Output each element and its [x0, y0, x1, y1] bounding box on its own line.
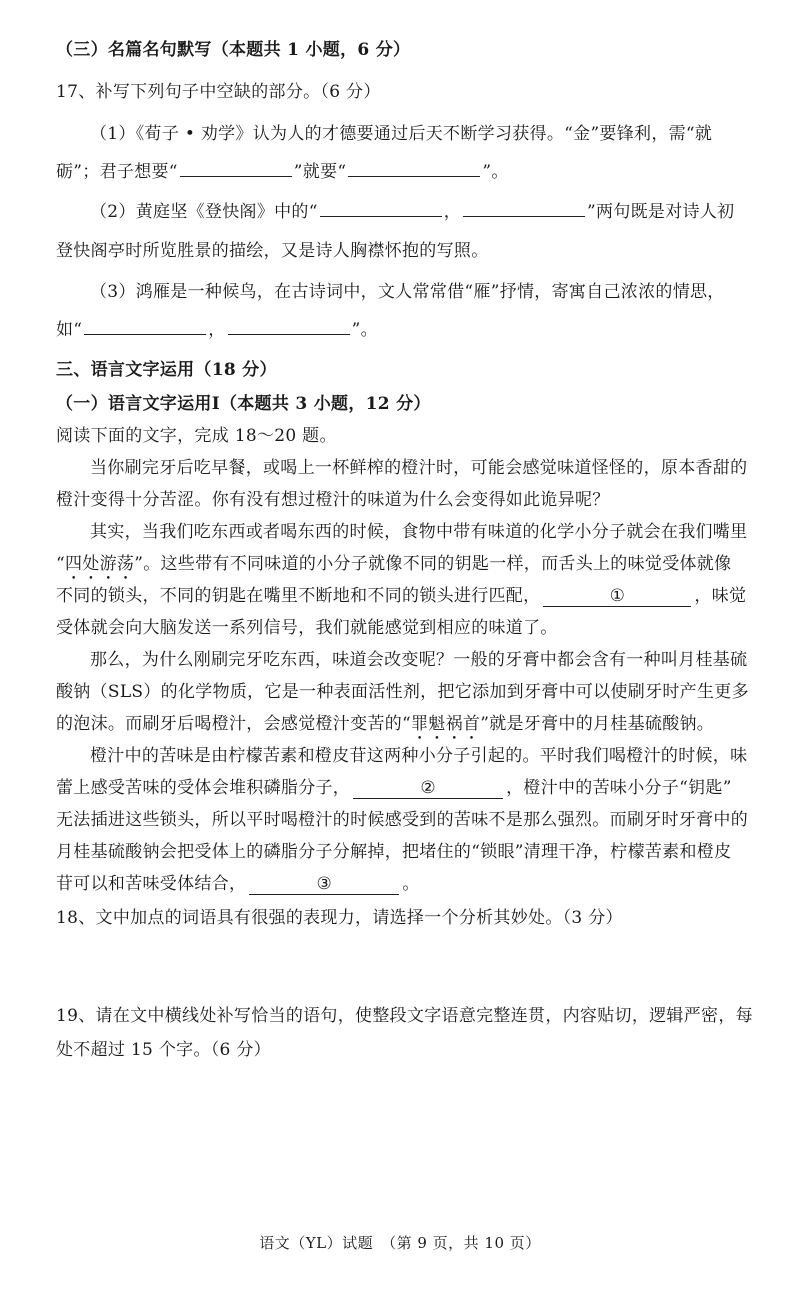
passage-text: “ — [56, 554, 65, 574]
passage-text: 不同的锁头，不同的钥匙在嘴里不断地和不同的锁头进行匹配， — [56, 586, 541, 606]
q17-part2-text-c: ”两句既是对诗人初 — [587, 202, 735, 222]
passage-p4-line1: 橙汁中的苦味是由柠檬苦素和橙皮苷这两种小分子引起的。平时我们喝橙汁的时候，味 — [90, 746, 748, 766]
q17-answer-blank-6[interactable] — [228, 318, 350, 335]
q17-part1-line1: （1）《荀子 • 劝学》认为人的才德要通过后天不断学习获得。“金”要锋利，需“就 — [90, 124, 713, 144]
q17-answer-blank-4[interactable] — [463, 200, 585, 217]
passage-text: 的泡沫。而刷牙后喝橙汁，会感觉橙汁变苦的“ — [56, 714, 411, 734]
passage-text: ”就是牙膏中的月桂基硫酸钠。 — [480, 714, 715, 734]
passage-p3-line3 — [56, 712, 714, 744]
section-3-1-heading: （一）语言文字运用Ⅰ（本题共 3 小题，12 分） — [56, 394, 431, 414]
q17-part3-text-c: ”。 — [351, 320, 378, 340]
dotted-phrase-wandering: 四处游荡 — [65, 554, 135, 574]
passage-p4-line3: 无法插进这些锁头，所以平时喝橙汁的时候感受到的苦味不是那么强烈。而刷牙时牙膏中的 — [56, 810, 748, 830]
passage-p2-line4: 受体就会向大脑发送一系列信号，我们就能感觉到相应的味道了。 — [56, 618, 558, 638]
q17-part2-text-a: （2）黄庭坚《登快阁》中的“ — [90, 202, 318, 222]
passage-text: ，橙汁中的苦味小分子“钥匙” — [506, 778, 732, 798]
q17-part1-line2 — [56, 160, 509, 184]
passage-p2-line1: 其实，当我们吃东西或者喝东西的时候，食物中带有味道的化学小分子就会在我们嘴里 — [90, 522, 748, 542]
question-17-stem: 17、补写下列句子中空缺的部分。（6 分） — [56, 82, 381, 102]
passage-p3-line2: 酸钠（SLS）的化学物质，它是一种表面活性剂，把它添加到牙膏中可以使刷牙时产生更多 — [56, 682, 749, 702]
q17-answer-blank-5[interactable] — [84, 318, 206, 335]
q17-answer-blank-2[interactable] — [348, 160, 480, 177]
passage-p4-line2 — [56, 776, 732, 800]
passage-p1-line2: 橙汁变得十分苦涩。你有没有想过橙汁的味道为什么会变得如此诡异呢？ — [56, 490, 610, 510]
q17-part1-text-c: ”。 — [482, 162, 509, 182]
passage-p4-line5 — [56, 872, 420, 896]
passage-blank-2[interactable]: ② — [353, 778, 503, 799]
passage-blank-3[interactable]: ③ — [249, 874, 399, 895]
question-19-line2: 处不超过 15 个字。（6 分） — [56, 1040, 271, 1060]
reading-instruction: 阅读下面的文字，完成 18～20 题。 — [56, 426, 337, 446]
dotted-phrase-culprit: 罪魁祸首 — [411, 714, 481, 734]
q17-part2-line1 — [90, 200, 734, 224]
page-footer: 语文（YL）试题 （第 9 页，共 10 页） — [259, 1234, 541, 1252]
q17-part3-text-b: ， — [208, 320, 226, 340]
q17-part2-line2: 登快阁亭时所览胜景的描绘，又是诗人胸襟怀抱的写照。 — [56, 241, 489, 261]
passage-blank-1[interactable]: ① — [543, 586, 691, 607]
question-19-line1: 19、请在文中横线处补写恰当的语句，使整段文字语意完整连贯，内容贴切，逻辑严密，每 — [56, 1006, 753, 1026]
passage-p3-line1: 那么，为什么刚刷完牙吃东西，味道会改变呢？一般的牙膏中都会含有一种叫月桂基硫 — [90, 650, 748, 670]
passage-text: ，味觉 — [694, 586, 747, 606]
passage-p1-line1: 当你刷完牙后吃早餐，或喝上一杯鲜榨的橙汁时，可能会感觉味道怪怪的，原本香甜的 — [90, 458, 748, 478]
q17-answer-blank-1[interactable] — [180, 160, 292, 177]
q17-part3-text-a: 如“ — [56, 320, 83, 340]
passage-text: ”。这些带有不同味道的小分子就像不同的钥匙一样，而舌头上的味觉受体就像 — [134, 554, 732, 574]
passage-p4-line4: 月桂基硫酸钠会把受体上的磷脂分子分解掉，把堵住的“锁眼”清理干净，柠檬苦素和橙皮 — [56, 842, 732, 862]
q17-part2-text-b: ， — [443, 202, 462, 222]
q17-part1-text-b: ”就要“ — [293, 162, 347, 182]
passage-p2-line2 — [56, 552, 731, 584]
passage-p2-line3 — [56, 584, 746, 608]
section-3-heading: 三、语言文字运用（18 分） — [56, 360, 277, 380]
q17-part1-text-a: 砺”；君子想要“ — [56, 162, 178, 182]
q17-answer-blank-3[interactable] — [320, 200, 442, 217]
section-heading-famous-lines: （三）名篇名句默写（本题共 1 小题，6 分） — [56, 40, 411, 60]
passage-text: 苷可以和苦味受体结合， — [56, 874, 247, 894]
passage-text: 。 — [402, 874, 420, 894]
passage-text: 蕾上感受苦味的受体会堆积磷脂分子， — [56, 778, 351, 798]
q17-part3-line2 — [56, 318, 378, 342]
q17-part3-line1: （3）鸿雁是一种候鸟，在古诗词中，文人常常借“雁”抒情，寄寓自己浓浓的情思， — [90, 282, 725, 302]
question-18: 18、文中加点的词语具有很强的表现力，请选择一个分析其妙处。（3 分） — [56, 908, 623, 928]
